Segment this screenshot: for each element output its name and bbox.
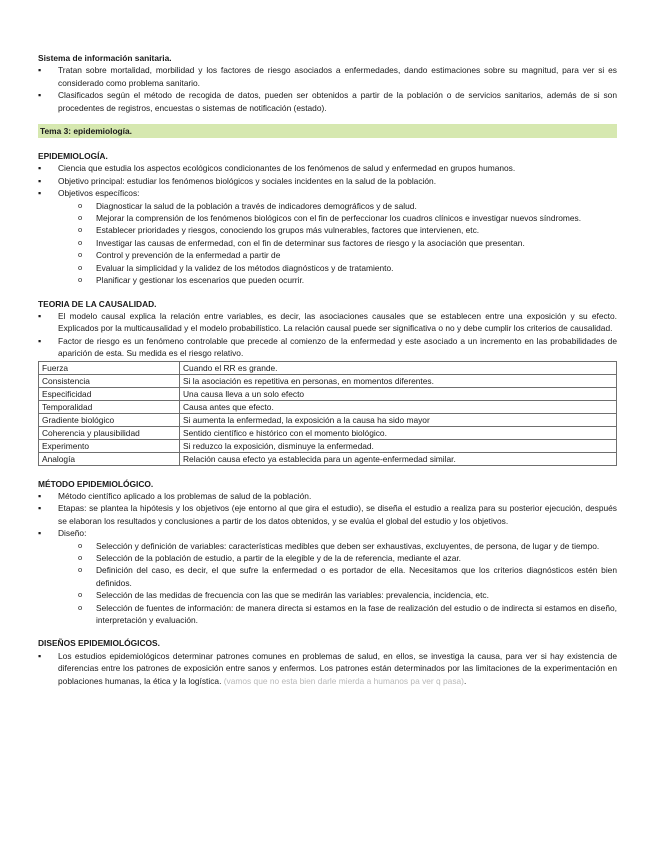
table-row <box>39 361 617 374</box>
objetivo-subitem-6: o Evaluar la simplicidad y la validez de los métodos diagnósticos y de tratamiento. <box>38 262 617 274</box>
table-row <box>39 374 617 387</box>
metodo-item-2: ▪ Etapas: se plantea la hipótesis y los objetivos (eje entorno al que gira el estudio), se diseña el estudio a realiza para su posterior ejecución, después se elaboran los resultados y conclusiones a partir de los datos obtenidos, y se evalúa el global del estudio y los objetivos. <box>38 502 617 527</box>
epidemiologia-item-3: ▪ Objetivos específicos: <box>38 187 617 199</box>
objetivo-subitem-3: o Establecer prioridades y riesgos, conociendo los grupos más vulnerables, factores que intervienen, etc. <box>38 224 617 236</box>
criterion-name: Experimento <box>39 439 180 452</box>
epidemiologia-item-2: ▪ Objetivo principal: estudiar los fenómenos biológicos y sociales incidentes en la salud de la población. <box>38 175 617 187</box>
table-row <box>39 426 617 439</box>
spacer <box>38 287 617 298</box>
criterion-name: Temporalidad <box>39 400 180 413</box>
disenos-text: Los estudios epidemiológicos determinar patrones comunes en problemas de salud, en ellos, se investiga la causa, para ver si hay existencia de diferencias entre los patrones de exposición entre sanos y enfermos. Los patrones están determinados por las limitaciones de la experimentación en poblaciones humanas, la ética y la logística. <box>58 650 617 686</box>
disenos-list <box>38 650 617 687</box>
causalidad-list <box>38 310 617 360</box>
objetivo-subitem-7: o Planificar y gestionar los escenarios que pueden ocurrir. <box>38 274 617 286</box>
diseno-subitem-1: o Selección y definición de variables: características medibles que deben ser exhaustivas, excluyentes, de persona, de lugar y de tiempo. <box>38 540 617 552</box>
diseno-subitem-2: o Selección de la población de estudio, a partir de la elegible y de la de referencia, mediante el azar. <box>38 552 617 564</box>
criterion-description: Causa antes que efecto. <box>180 400 617 413</box>
causalidad-item-2: ▪ Factor de riesgo es un fenómeno controlable que precede al comienzo de la enfermedad y este asociado a un incremento en las probabilidades de aparición de esta. Su medida es el riesgo relativo. <box>38 335 617 360</box>
causality-criteria-table <box>38 361 617 466</box>
causalidad-item-1: ▪ El modelo causal explica la relación entre variables, es decir, las asociaciones causales que se establecen entre una exposición y su efecto. Explicados por la multicausalidad y el modelo probabilístico. La relación causal puede ser significativa o no y debe cumplir los criterios de causalidad. <box>38 310 617 335</box>
metodo-item-3: ▪ Diseño: <box>38 527 617 539</box>
section-banner: Tema 3: epidemiología. <box>38 124 617 138</box>
criterion-description: Sentido científico e histórico con el momento biológico. <box>180 426 617 439</box>
criterion-name: Gradiente biológico <box>39 413 180 426</box>
criterion-name: Analogía <box>39 452 180 465</box>
criterion-description: Una causa lleva a un solo efecto <box>180 387 617 400</box>
metodo-list <box>38 490 617 540</box>
sistema-item-1: ▪ Tratan sobre mortalidad, morbilidad y los factores de riesgo asociados a enfermedades, dando estimaciones sobre su magnitud, para ver si es considerado como problema sanitario. <box>38 64 617 89</box>
table-row <box>39 439 617 452</box>
diseno-subitem-4: o Selección de las medidas de frecuencia con las que se medirán las variables: prevalencia, incidencia, etc. <box>38 589 617 601</box>
epidemiologia-list <box>38 162 617 199</box>
table-row <box>39 413 617 426</box>
table-row <box>39 400 617 413</box>
criterion-name: Fuerza <box>39 361 180 374</box>
spacer <box>38 467 617 478</box>
criterion-name: Especificidad <box>39 387 180 400</box>
disenos-item-1 <box>38 650 617 687</box>
criterion-description: Si reduzco la exposición, disminuye la enfermedad. <box>180 439 617 452</box>
metodo-title: MÉTODO EPIDEMIOLÓGICO. <box>38 478 154 489</box>
diseno-sublist <box>38 540 617 627</box>
disenos-side-note: (vamos que no esta bien darle mierda a humanos pa ver q pasa) <box>223 675 464 686</box>
objetivo-subitem-4: o Investigar las causas de enfermedad, con el fin de determinar sus factores de riesgo y la asociación que presentan. <box>38 237 617 249</box>
criterion-name: Consistencia <box>39 374 180 387</box>
causalidad-title: TEORIA DE LA CAUSALIDAD. <box>38 298 157 309</box>
criterion-name: Coherencia y plausibilidad <box>39 426 180 439</box>
epidemiologia-title: EPIDEMIOLOGÍA. <box>38 151 108 162</box>
objetivo-subitem-1: o Diagnosticar la salud de la población a través de indicadores demográficos y de salud. <box>38 200 617 212</box>
epidemiologia-item-1: ▪ Ciencia que estudia los aspectos ecológicos condicionantes de los fenómenos de salud y enfermedad en grupos humanos. <box>38 162 617 174</box>
sistema-item-2: ▪ Clasificados según el método de recogida de datos, pueden ser obtenidos a partir de la población o de servicios sanitarios, además de si son procedentes de registros, encuestas o sistemas de notificación (estado). <box>38 89 617 114</box>
criterion-description: Si la asociación es repetitiva en personas, en momentos diferentes. <box>180 374 617 387</box>
disenos-title: DISEÑOS EPIDEMIOLÓGICOS. <box>38 638 160 649</box>
objetivo-subitem-5: o Control y prevención de la enfermedad a partir de <box>38 249 617 261</box>
sistema-list <box>38 64 617 114</box>
criterion-description: Relación causa efecto ya establecida para un agente-enfermedad similar. <box>180 452 617 465</box>
objetivos-sublist <box>38 200 617 287</box>
criterion-description: Cuando el RR es grande. <box>180 361 617 374</box>
table-row <box>39 387 617 400</box>
spacer <box>38 626 617 637</box>
sistema-title: Sistema de información sanitaria. <box>38 53 172 63</box>
diseno-subitem-5: o Selección de fuentes de información: de manera directa si estamos en la fase de realización del estudio o de indirecta si estamos en diseño, interpretación y evaluación. <box>38 602 617 627</box>
objetivo-subitem-2: o Mejorar la comprensión de los fenómenos biológicos con el fin de perfeccionar los cuadros clínicos e investigar nuevos síndromes. <box>38 212 617 224</box>
document-page <box>38 52 617 687</box>
criterion-description: Si aumenta la enfermedad, la exposición a la causa ha sido mayor <box>180 413 617 426</box>
table-row <box>39 452 617 465</box>
disenos-tail: . <box>463 675 467 686</box>
diseno-subitem-3: o Definición del caso, es decir, el que sufre la enfermedad o es portador de ella. Necesitamos que los criterios diagnósticos estén bien definidos. <box>38 564 617 589</box>
metodo-item-1: ▪ Método científico aplicado a los problemas de salud de la población. <box>38 490 617 502</box>
